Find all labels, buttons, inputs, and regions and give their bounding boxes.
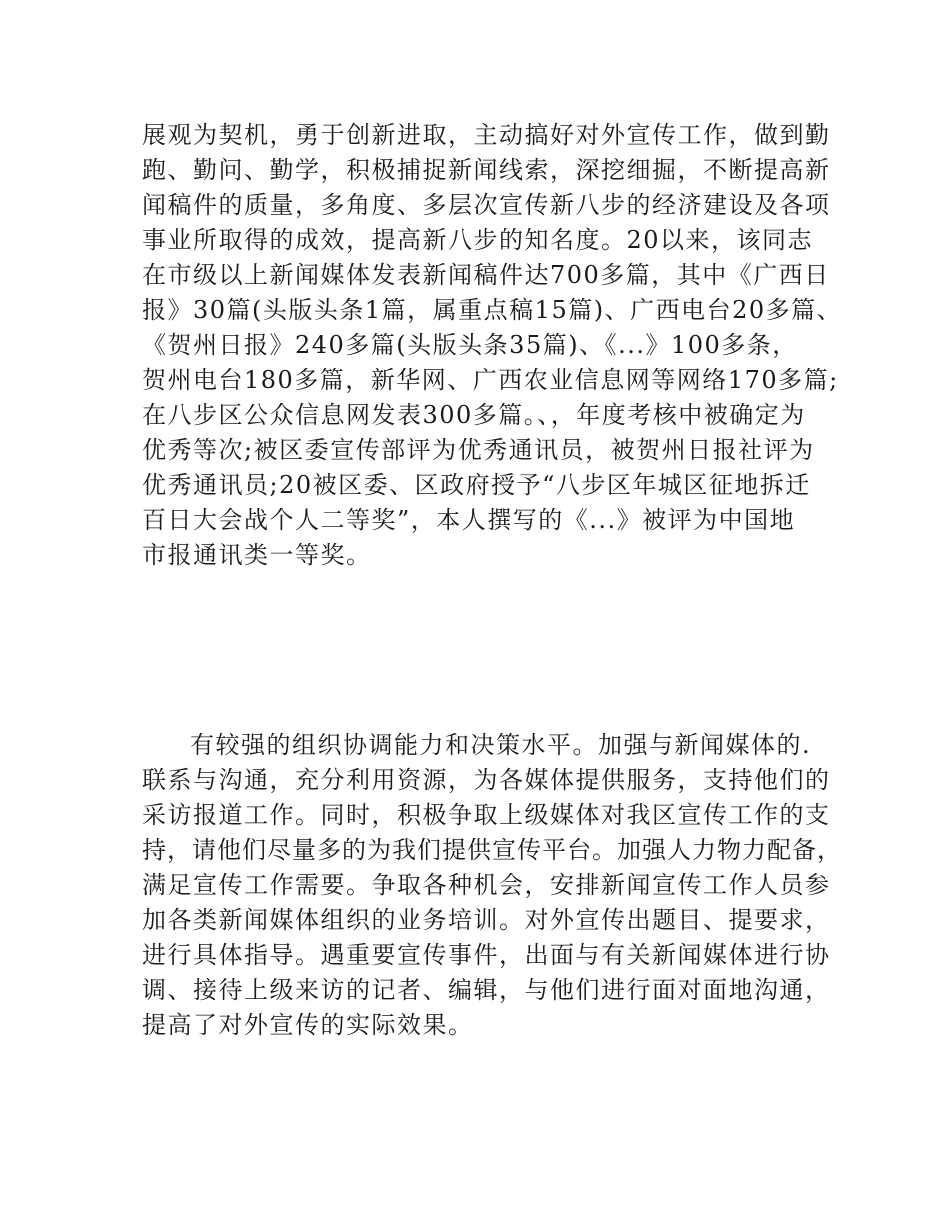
text-line: 加各类新闻媒体组织的业务培训。对外宣传出题目、提要求， [142, 906, 831, 934]
text-line: 在八步区公众信息网发表300多篇。、，年度考核中被确定为 [142, 401, 806, 429]
text-line: 持，请他们尽量多的为我们提供宣传平台。加强人力物力配备， [142, 836, 842, 864]
text-line: 优秀通讯员;20被区委、区政府授予“八步区年城区征地拆迁 [142, 471, 811, 499]
text-line: 调、接待上级来访的记者、编辑，与他们进行面对面地沟通， [142, 976, 831, 1004]
text-line: 报》30篇(头版头条1篇，属重点稿15篇)、广西电台20多篇、 [142, 296, 843, 324]
text-line: 优秀等次;被区委宣传部评为优秀通讯员，被贺州日报社评为 [142, 436, 815, 464]
text-line: 进行具体指导。遇重要宣传事件，出面与有关新闻媒体进行协 [142, 941, 831, 969]
text-line: 事业所取得的成效，提高新八步的知名度。20以来，该同志 [142, 226, 814, 254]
text-line: 在市级以上新闻媒体发表新闻稿件达700多篇，其中《广西日 [142, 261, 830, 289]
text-line: 采访报道工作。同时，积极争取上级媒体对我区宣传工作的支 [142, 801, 831, 829]
text-line: 有较强的组织协调能力和决策水平。加强与新闻媒体的. [190, 731, 812, 759]
text-line: 贺州电台180多篇，新华网、广西农业信息网等网络170多篇; [142, 366, 839, 394]
paragraph-coordination [142, 728, 842, 1043]
text-line: 百日大会战个人二等奖”，本人撰写的《...》被评为中国地 [142, 506, 796, 534]
text-line: 提高了对外宣传的实际效果。 [142, 1011, 474, 1039]
text-line: 满足宣传工作需要。争取各种机会，安排新闻宣传工作人员参 [142, 871, 831, 899]
text-line: 市报通讯类一等奖。 [142, 541, 372, 569]
text-line: 闻稿件的质量，多角度、多层次宣传新八步的经济建设及各项 [142, 191, 831, 219]
text-line: 展观为契机，勇于创新进取，主动搞好对外宣传工作，做到勤 [142, 121, 831, 149]
text-line: 跑、勤问、勤学，积极捕捉新闻线索，深挖细掘，不断提高新 [142, 156, 831, 184]
paragraph-achievements [142, 118, 842, 573]
text-line: 联系与沟通，充分利用资源，为各媒体提供服务，支持他们的 [142, 766, 831, 794]
text-line: 《贺州日报》240多篇(头版头条35篇)、《...》100多条， [142, 331, 798, 359]
